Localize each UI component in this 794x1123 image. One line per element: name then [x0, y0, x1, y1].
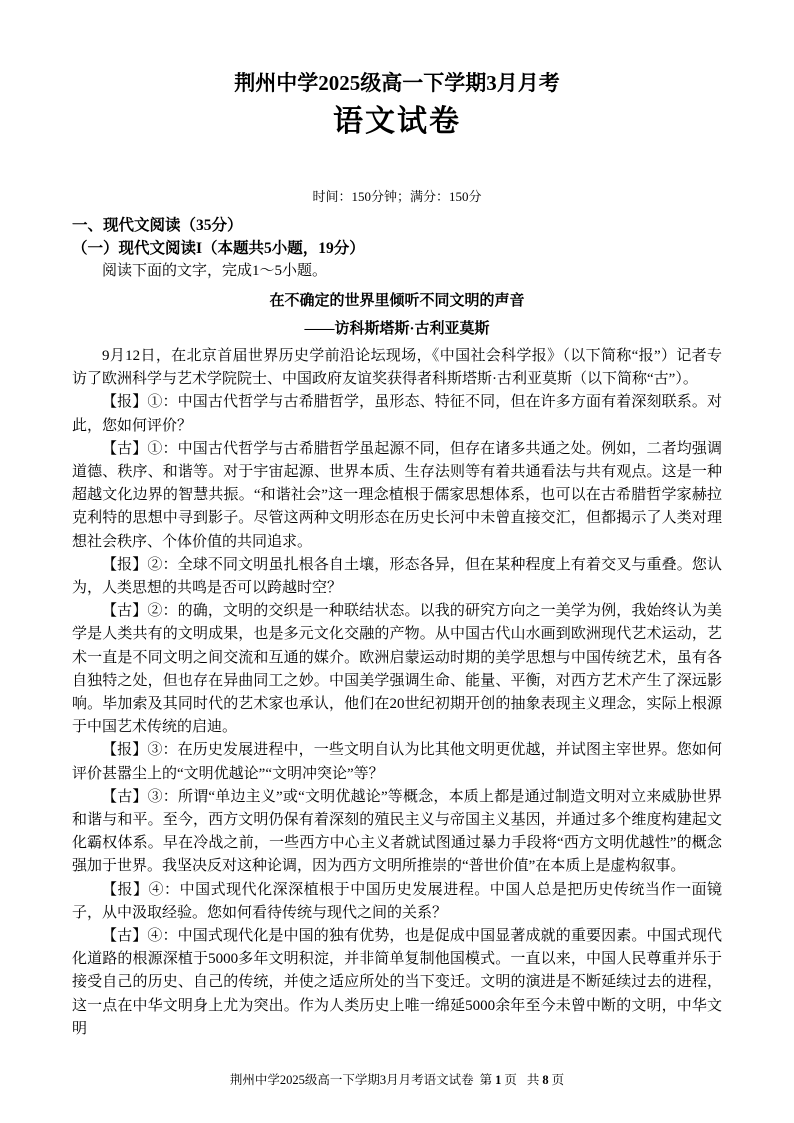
- footer-page-number: 1: [495, 1073, 502, 1087]
- speaker-label: 【报】②：: [102, 556, 178, 573]
- section-1-1-heading: （一）现代文阅读I（本题共5小题，19分）: [72, 240, 365, 257]
- section-1-heading: 一、现代文阅读（35分）: [72, 217, 243, 234]
- article-subtitle: ——访科斯塔斯·古利亚莫斯: [304, 321, 490, 337]
- qa-paragraph-4: [72, 600, 722, 739]
- speaker-label: 【古】④：: [102, 928, 178, 945]
- article-title: 在不确定的世界里倾听不同文明的声音: [269, 293, 525, 309]
- footer-total-unit: 页: [551, 1073, 565, 1087]
- qa-text: 中国式现代化深深植根于中国历史发展进程。中国人总是把历史传统当作一面镜子，从中汲取经验。您如何看待传统与现代之间的关系？: [72, 881, 722, 921]
- qa-text: 所谓“单边主义”或“文明优越论”等概念，本质上都是通过制造文明对立来威胁世界和谐与和平。至今，西方文明仍保有着深刻的殖民主义与帝国主义基因，并通过多个维度构建起文化霸权体系。早在冷战之前，一些西方中心主义者就试图通过暴力手段将“西方文明优越性”的概念强加于世界。我坚决反对这种论调，因为西方文明所推崇的“普世价值”在本质上是虚构叙事。: [72, 788, 722, 875]
- footer-label: 荆州中学2025级高一下学期3月月考语文试卷: [229, 1073, 474, 1087]
- footer-total-prefix: 共: [526, 1073, 540, 1087]
- reading-instruction: 阅读下面的文字，完成1～5小题。: [102, 263, 328, 279]
- speaker-label: 【古】③：: [102, 788, 178, 805]
- qa-paragraph-5: [72, 739, 722, 785]
- qa-text: 中国古代哲学与古希腊哲学，虽形态、特征不同，但在许多方面有着深刻联系。对此，您如何评价？: [72, 394, 722, 434]
- exam-meta: 时间：150分钟；满分：150分: [312, 189, 482, 204]
- speaker-label: 【报】④：: [102, 881, 180, 898]
- qa-text: 的确，文明的交织是一种联结状态。以我的研究方向之一美学为例，我始终认为美学是人类共有的文明成果，也是多元文化交融的产物。从中国古代山水画到欧洲现代艺术运动，艺术一直是不同文明之间交流和互通的媒介。欧洲启蒙运动时期的美学思想与中国传统艺术，虽有各自独特之处，但也存在异曲同工之妙。中国美学强调生命、能量、平衡，对西方艺术产生了深远影响。毕加索及其同时代的艺术家也承认，他们在20世纪初期开创的抽象表现主义理念，实际上根源于中国艺术传统的启迪。: [72, 603, 722, 736]
- page-footer: [0, 1072, 794, 1089]
- qa-text: 中国式现代化是中国的独有优势，也是促成中国显著成就的重要因素。中国式现代化道路的根源深植于5000多年文明积淀，并非简单复制他国模式。一直以来，中国人民尊重并乐于接受自己的历史、自己的传统，并使之适应所处的当下变迁。文明的演进是不断延续过去的进程，这一点在中华文明身上尤为突出。作为人类历史上唯一绵延5000余年至今未曾中断的文明，中华文明: [72, 928, 722, 1037]
- qa-paragraph-3: [72, 554, 722, 600]
- qa-text: 在历史发展进程中，一些文明自认为比其他文明更优越，并试图主宰世界。您如何评价甚嚣尘上的“文明优越论”“文明冲突论”等？: [72, 742, 722, 782]
- exam-title: 荆州中学2025级高一下学期3月月考: [234, 71, 560, 95]
- footer-page-unit: 页: [504, 1073, 517, 1087]
- speaker-label: 【报】①：: [102, 394, 178, 411]
- lead-text: 9月12日，在北京首届世界历史学前沿论坛现场，《中国社会科学报》（以下简称“报”）记者专访了欧洲科学与艺术学院院士、中国政府友谊奖获得者科斯塔斯·古利亚莫斯（以下简称“古”）。: [72, 348, 722, 388]
- qa-text: 全球不同文明虽扎根各自土壤，形态各异，但在某种程度上有着交叉与重叠。您认为，人类思想的共鸣是否可以跨越时空？: [72, 556, 722, 597]
- footer-page-prefix: 第: [479, 1073, 493, 1087]
- qa-paragraph-2: [72, 438, 722, 554]
- speaker-label: 【古】①：: [102, 440, 178, 457]
- qa-paragraph-8: [72, 925, 722, 1041]
- qa-paragraph-6: [72, 786, 722, 879]
- article-lead-paragraph: [72, 345, 722, 391]
- qa-paragraph-1: [72, 391, 722, 437]
- qa-paragraph-7: [72, 879, 722, 925]
- qa-text: 中国古代哲学与古希腊哲学虽起源不同，但存在诸多共通之处。例如，二者均强调道德、秩序、和谐等。对于宇宙起源、世界本质、生存法则等有着共通看法与共有观点。这是一种超越文化边界的智慧共振。“和谐社会”这一理念植根于儒家思想体系，也可以在古希腊哲学家赫拉克利特的思想中寻到影子。尽管这两种文明形态在历史长河中未曾直接交汇，但都揭示了人类对理想社会秩序、个体价值的共同追求。: [72, 440, 722, 550]
- footer-total-number: 8: [542, 1073, 549, 1087]
- speaker-label: 【古】②：: [102, 603, 178, 620]
- article-body: [72, 345, 722, 1041]
- paper-subject-title: 语文试卷: [333, 105, 461, 138]
- speaker-label: 【报】③：: [102, 742, 178, 759]
